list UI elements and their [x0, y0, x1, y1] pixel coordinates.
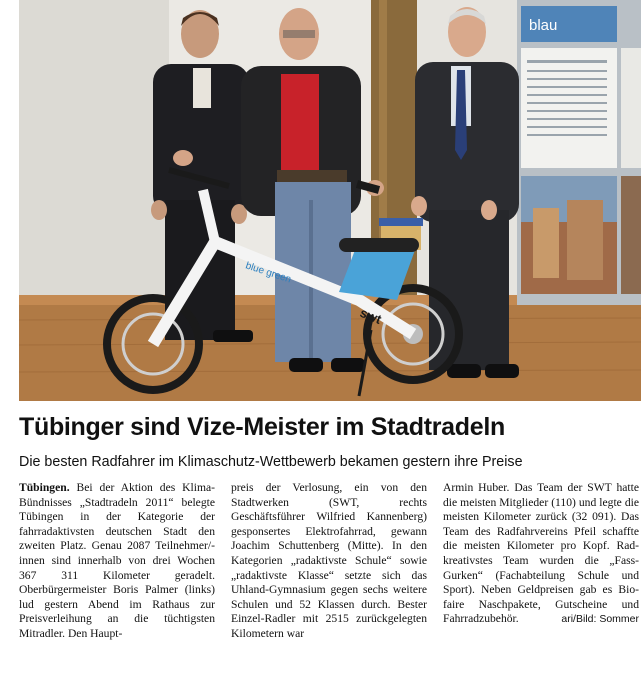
article-column-3 [443, 481, 639, 641]
article-column-3-text: Armin Huber. Das Team der SWT hatte die meisten Mitglieder (110) und legte die meisten Kilometer zurück (32 091). Das Team des Radfahrvereins Pfeil schaffte die meisten Kilometer pro Kopf. Rad-kreativstes Team wurden die „Fass-Gurken“ (Fachabteilung Schule und Sport). Neben Geldpreisen gab es Bio-faire Naschpakete, Gutscheine und Fahrradzubehör. [443, 481, 639, 626]
article-column-1-text: Bei der Aktion des Klima-Bündnisses „Stadtradeln 2011“ belegte Tübingen in der Kategorie der fahrradaktivsten deutschen Stadt den zweiten Platz. Genau 2087 Teilnehmer/-innen sind innerhalb von drei Wochen 367 311 Kilometer geradelt. Oberbürgermeister Boris Palmer (links) lud gestern Abend im Rathaus zur Preisverleihung an die tüchtigsten Mitradler. Den Haupt- [19, 481, 216, 640]
photo-credit: ari/Bild: Sommer [561, 613, 639, 626]
article-headline: Tübinger sind Vize-Meister im Stadtradeln [19, 413, 505, 441]
article-column-2-text: preis der Verlosung, ein von den Stadtwerken (SWT, rechts Geschäftsführer Wilfried Kannenberg) gesponsertes Elektrofahrrad, gewann Joachim Schuttenberg (Mitte). In den Kategorien „radaktivste Schule“ sowie „radaktivste Klasse“ setzte sich das Uhland-Gymnasium gegen sechs weitere Schulen und 52 Klassen durch. Bester Einzel-Radler mit 2515 zurückgelegten Kilometern war [231, 481, 427, 640]
article-dateline: Tübingen. [19, 481, 70, 494]
article-body [19, 481, 639, 641]
article-subheadline: Die besten Radfahrer im Klimaschutz-Wettbewerb bekamen gestern ihre Preise [19, 454, 523, 470]
article-photo [19, 0, 641, 401]
article-column-1 [19, 481, 215, 641]
bike-logo-text: swt [357, 304, 384, 327]
poster-label: blau [529, 17, 558, 34]
article-column-2 [231, 481, 427, 641]
bike-brand-text: blue green [244, 260, 293, 286]
